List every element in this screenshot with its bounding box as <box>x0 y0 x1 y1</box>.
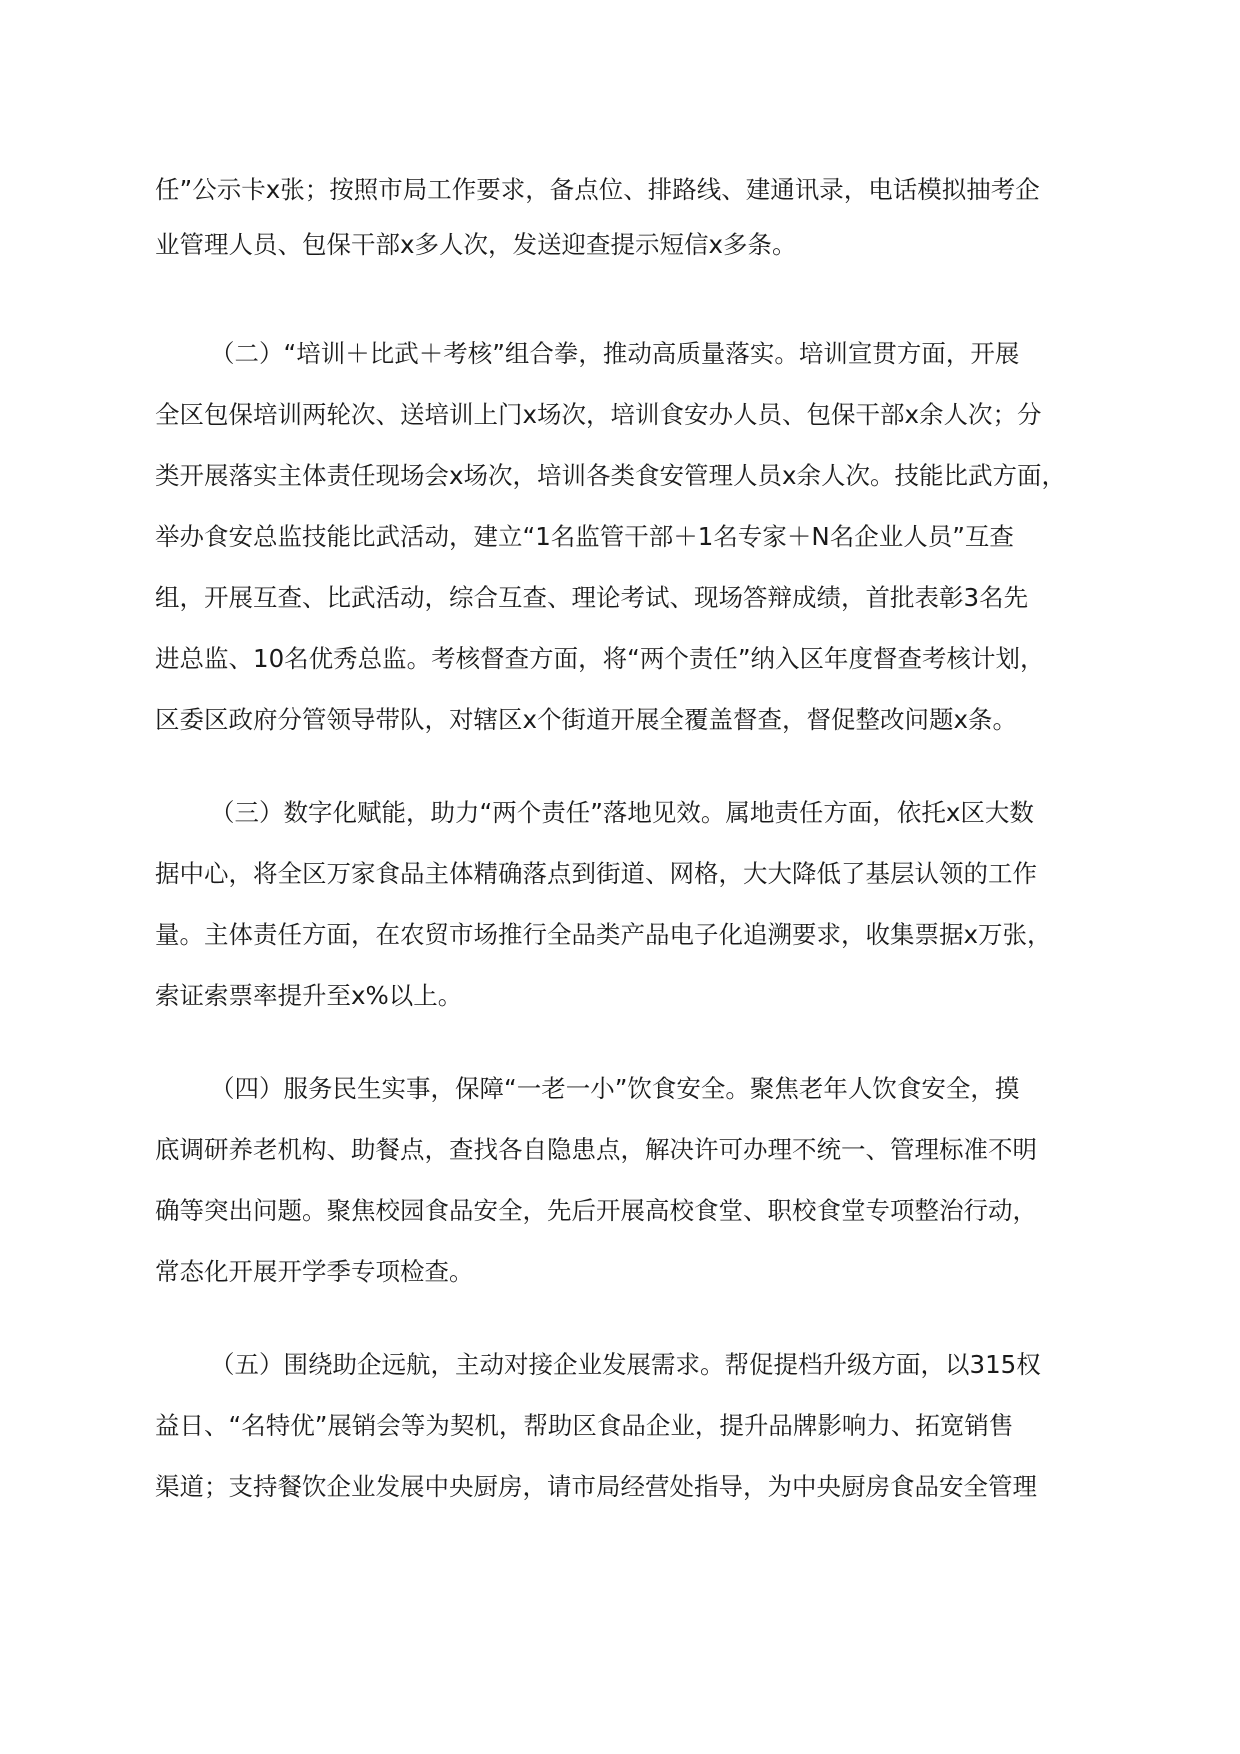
text-line: 据中心，将全区万家食品主体精确落点到街道、网格，大大降低了基层认领的工作 <box>155 859 1037 888</box>
text-line: 常态化开展开学季专项检查。 <box>155 1257 474 1286</box>
text-line: 渠道；支持餐饮企业发展中央厨房，请市局经营处指导，为中央厨房食品安全管理 <box>155 1472 1037 1501</box>
text-line: 举办食安总监技能比武活动，建立“1名监管干部＋1名专家＋N名企业人员”互查 <box>155 522 1014 551</box>
text-line: 类开展落实主体责任现场会x场次，培训各类食安管理人员x余人次。技能比武方面， <box>155 461 1066 490</box>
text-line: 任”公示卡x张；按照市局工作要求，备点位、排路线、建通讯录，电话模拟抽考企 <box>155 175 1040 204</box>
section-4-heading-line: （四）服务民生实事，保障“一老一小”饮食安全。聚焦老年人饮食安全，摸 <box>210 1074 1020 1103</box>
text-line: 区委区政府分管领导带队，对辖区x个街道开展全覆盖督查，督促整改问题x条。 <box>155 705 1017 734</box>
text-line: 益日、“名特优”展销会等为契机，帮助区食品企业，提升品牌影响力、拓宽销售 <box>155 1411 1014 1440</box>
text-line: 确等突出问题。聚焦校园食品安全，先后开展高校食堂、职校食堂专项整治行动， <box>155 1196 1037 1225</box>
section-2-heading-line: （二）“培训＋比武＋考核”组合拳，推动高质量落实。培训宣贯方面，开展 <box>210 339 1020 368</box>
text-line: 量。主体责任方面，在农贸市场推行全品类产品电子化追溯要求，收集票据x万张， <box>155 920 1052 949</box>
text-line: 全区包保培训两轮次、送培训上门x场次，培训食安办人员、包保干部x余人次；分 <box>155 400 1042 429</box>
text-line: 业管理人员、包保干部x多人次，发送迎查提示短信x多条。 <box>155 230 797 259</box>
text-line: 索证索票率提升至x%以上。 <box>155 981 463 1010</box>
text-line: 底调研养老机构、助餐点，查找各自隐患点，解决许可办理不统一、管理标准不明 <box>155 1135 1037 1164</box>
section-5-heading-line: （五）围绕助企远航，主动对接企业发展需求。帮促提档升级方面，以315权 <box>210 1350 1041 1379</box>
text-line: 组，开展互查、比武活动，综合互查、理论考试、现场答辩成绩，首批表彰3名先 <box>155 583 1029 612</box>
text-line: 进总监、10名优秀总监。考核督查方面，将“两个责任”纳入区年度督查考核计划， <box>155 644 1045 673</box>
section-3-heading-line: （三）数字化赋能，助力“两个责任”落地见效。属地责任方面，依托x区大数 <box>210 798 1034 827</box>
